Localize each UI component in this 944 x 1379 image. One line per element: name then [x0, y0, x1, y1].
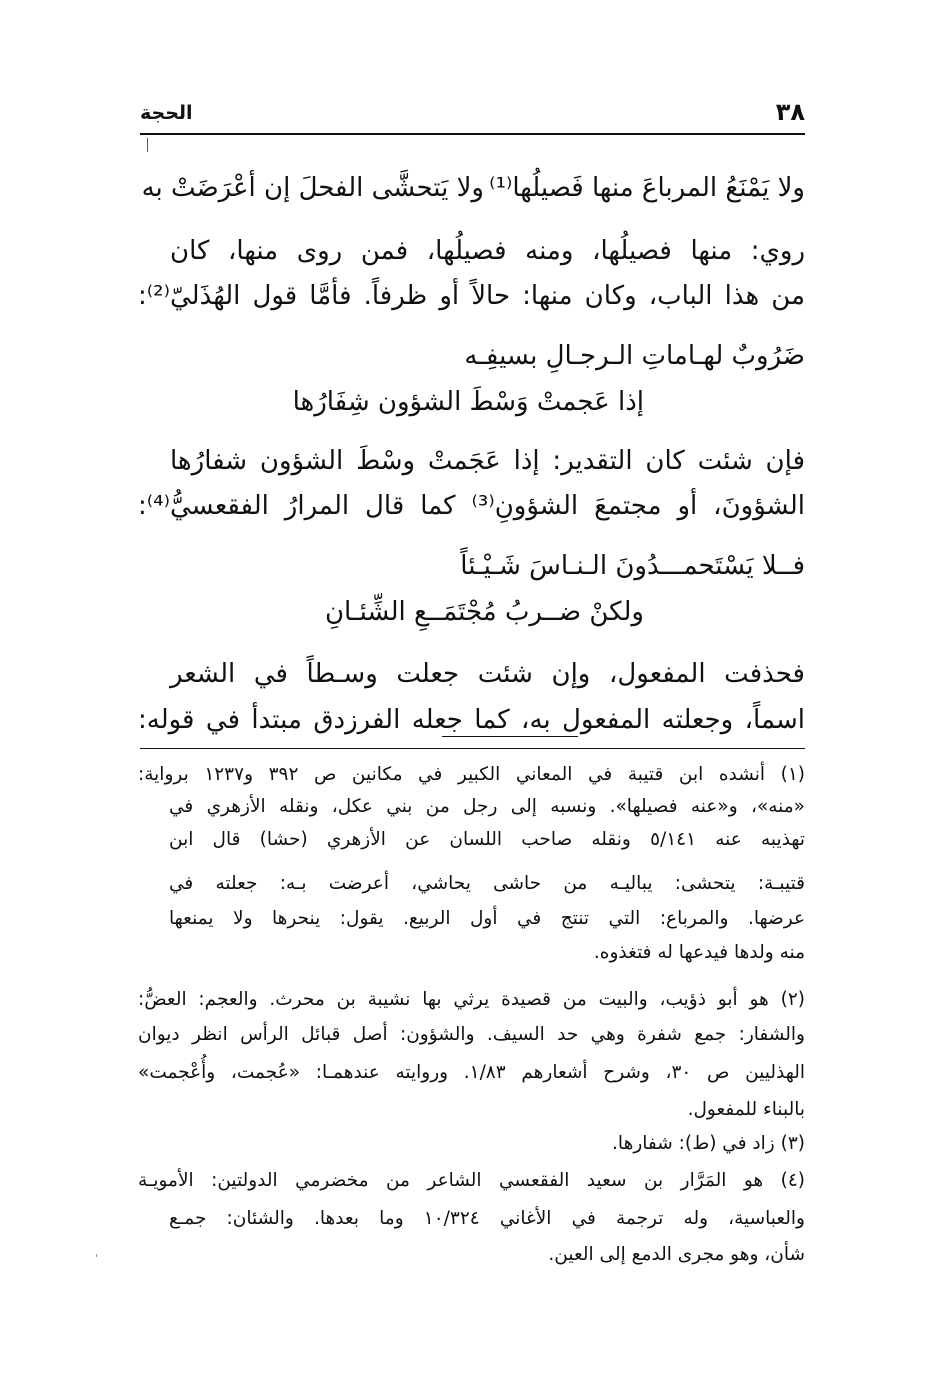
verse3-first-hemistich: فــلا يَسْتَحمـــدُونَ الـنـاسَ شَـيْـئاً: [460, 551, 805, 581]
margin-tick: [96, 1254, 97, 1257]
footnote-rule: [140, 748, 805, 749]
verse1-first-hemistich: ولا يَتحشَّى الفحلَ إن أعْرَضَتْ به: [141, 173, 484, 203]
body-line: فحذفت المفعول، وإن شئت جعلت وسـطاً في الشعر: [170, 659, 805, 689]
footnote-line: (٣) زاد في (ط): شفارها.: [612, 1133, 805, 1154]
page-number: ٣٨: [775, 98, 805, 126]
body-line: روي: منها فصيلُها، ومنه فصيلُها، فمن روى منها، كان: [170, 236, 805, 266]
footnote-line: عرضها. والمرباع: التي تنتج في أول الربيع. يقول: ينحرها ولا يمنعها: [169, 908, 805, 929]
footnote-line: (٤) هو المَرَّار بن سعيد الفقعسي الشاعر من مخضرمي الدولتين: الأمويـة: [138, 1170, 805, 1191]
footnote-line: «منه»، و«عنه فصيلها». ونسبه إلى رجل من بني عكل، ونقله الأزهري في: [169, 796, 805, 817]
footnote-line: والشفار: جمع شفرة وهي حد السيف. والشؤون: أصل قبائل الرأس انظر ديوان: [138, 1024, 805, 1045]
footnote-line: (١) أنشده ابن قتيبة في المعاني الكبير في مكانين ص ٣٩٢ و١٢٣٧ برواية:: [138, 764, 805, 785]
footnote-line: (٢) هو أبو ذؤيب، والبيت من قصيدة يرثي بها نشيبة بن محرث. والعجم: العضُّ:: [138, 989, 805, 1010]
verse2-first-hemistich: ضَرُوبٌ لهـاماتِ الـرجـالِ بسيفِـه: [464, 341, 805, 371]
footnote-line: والعباسية، وله ترجمة في الأغاني ١٠/٣٢٤ وما بعدها. والشئان: جمـع: [169, 1208, 805, 1229]
body-line: الشؤونَ، أو مجتمعَ الشؤونِ⁽³⁾ كما قال المرارُ الفقعسيُّ⁽⁴⁾:: [138, 491, 805, 521]
running-title: الحجة: [140, 102, 193, 124]
body-line: من هذا الباب، وكان منها: حالاً أو ظرفاً. فأمَّا قول الهُذَليّ⁽²⁾:: [138, 281, 805, 311]
header-rule: [140, 133, 805, 135]
body-line: اسماً، وجعلته المفعول به، كما جعله الفرزدق مبتدأ في قوله:: [138, 705, 805, 735]
page-header: [140, 98, 805, 128]
verse1-second-hemistich: ولا يَمْنَعُ المرباعَ منها فَصيلُها⁽¹⁾: [489, 173, 805, 203]
verse2-second-hemistich: إذا عَجمتْ وَسْطَ الشؤون شِفَارُها: [292, 387, 644, 417]
footnote-line: تهذيبه عنه ٥/١٤١ ونقله صاحب اللسان عن الأزهري (حشا) قال ابن: [169, 829, 805, 850]
footnote-line: قتيبـة: يتحشى: يباليـه من حاشى يحاشي، أعرضت بـه: جعلته في: [169, 873, 805, 894]
body-line: فإن شئت كان التقدير: إذا عَجَمتْ وسْطَ الشؤون شفارُها: [170, 446, 805, 476]
verse3-second-hemistich: ولكنْ ضــربُ مُجْتَمَــعِ الشِّئـانِ: [324, 597, 644, 627]
footnote-line: الهذليين ص ٣٠، وشرح أشعارهم ١/٨٣. وروايته عندهمـا: «عُجمت، وأُعْجمت»: [138, 1062, 806, 1083]
footnote-line: بالبناء للمفعول.: [687, 1099, 805, 1120]
underline-mark: [442, 736, 578, 737]
margin-tick: [147, 138, 148, 152]
footnote-line: منه ولدها فيدعها له فتغذوه.: [593, 942, 805, 963]
footnote-line: شأن، وهو مجرى الدمع إلى العين.: [548, 1244, 805, 1265]
